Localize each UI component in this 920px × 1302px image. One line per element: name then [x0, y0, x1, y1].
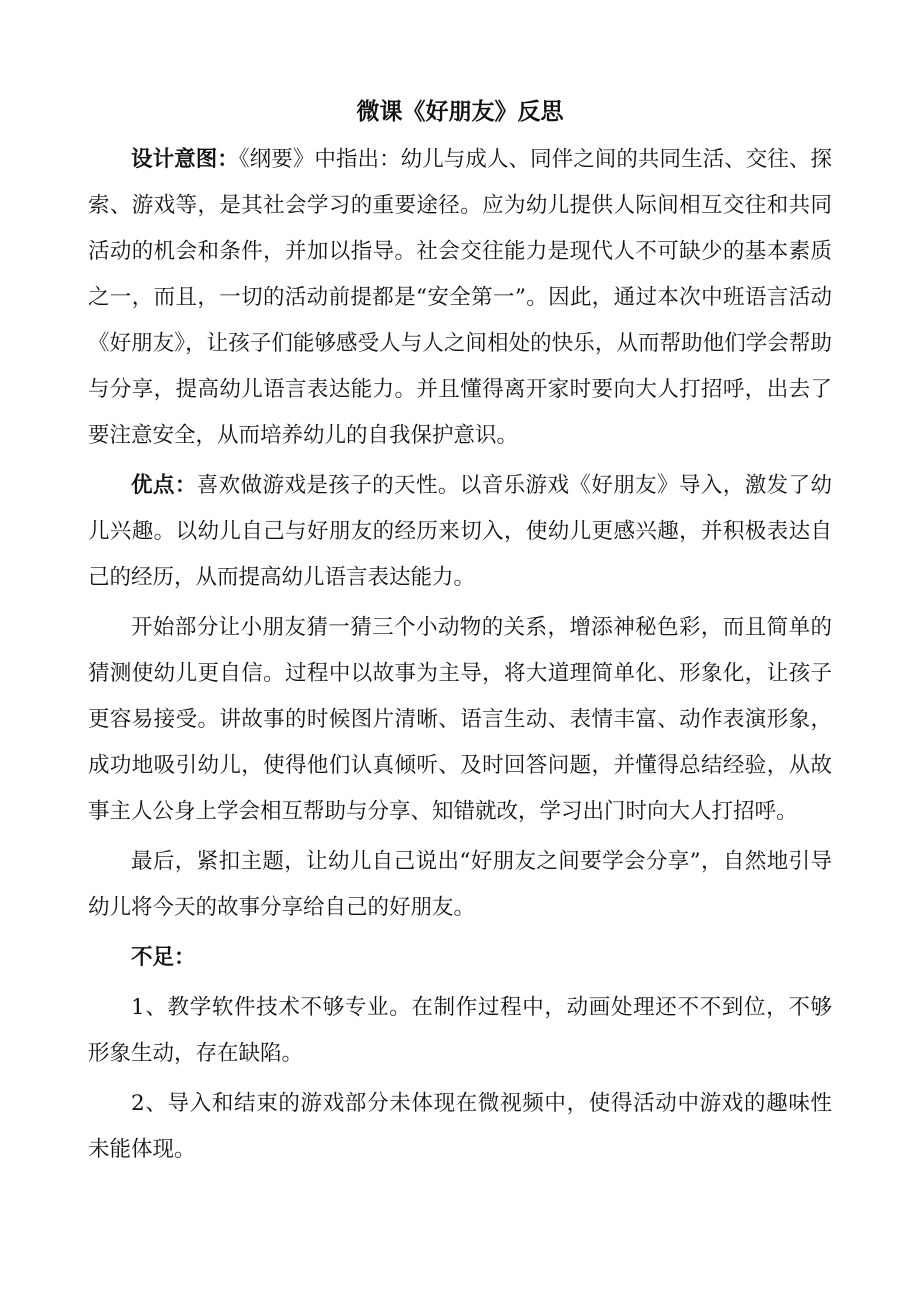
shortcoming-item-1: 1、教学软件技术不够专业。在制作过程中，动画处理还不不到位，不够形象生动，存在缺陷。	[88, 995, 832, 1066]
conclusion-paragraph: 最后，紧扣主题，让幼儿自己说出“好朋友之间要学会分享”，自然地引导幼儿将今天的故事分享给自己的好朋友。	[88, 849, 832, 920]
shortcoming-item-2: 2、导入和结束的游戏部分未体现在微视频中，使得活动中游戏的趣味性未能体现。	[88, 1091, 832, 1162]
design-intent-text: 《纲要》中指出：幼儿与成人、同伴之间的共同生活、交往、探索、游戏等，是其社会学习的重要途径。应为幼儿提供人际间相互交往和共同活动的机会和条件，并加以指导。社会交往能力是现代人不可缺少的基本素质之一，而且，一切的活动前提都是“安全第一”。因此，通过本次中班语言活动《好朋友》，让孩子们能够感受人与人之间相处的快乐，从而帮助他们学会帮助与分享，提高幼儿语言表达能力。并且懂得离开家时要向大人打招呼，出去了要注意安全，从而培养幼儿的自我保护意识。	[88, 147, 832, 448]
process-paragraph: 开始部分让小朋友猜一猜三个小动物的关系，增添神秘色彩，而且简单的猜测使幼儿更自信。过程中以故事为主导，将大道理简单化、形象化，让孩子更容易接受。讲故事的时候图片清晰、语言生动、表情丰富、动作表演形象，成功地吸引幼儿，使得他们认真倾听、及时回答问题，并懂得总结经验，从故事主人公身上学会相互帮助与分享、知错就改，学习出门时向大人打招呼。	[88, 615, 832, 824]
document-title: 微课《好朋友》反思	[356, 98, 564, 125]
strengths-text: 喜欢做游戏是孩子的天性。以音乐游戏《好朋友》导入，激发了幼儿兴趣。以幼儿自己与好朋友的经历来切入，使幼儿更感兴趣，并积极表达自己的经历，从而提高幼儿语言表达能力。	[88, 473, 832, 590]
strengths-paragraph	[88, 463, 832, 601]
shortcomings-heading: 不足：	[131, 945, 196, 970]
design-intent-label: 设计意图：	[131, 147, 239, 172]
document-page	[88, 92, 832, 1177]
strengths-label: 优点：	[131, 473, 197, 498]
design-intent-paragraph	[88, 137, 832, 459]
